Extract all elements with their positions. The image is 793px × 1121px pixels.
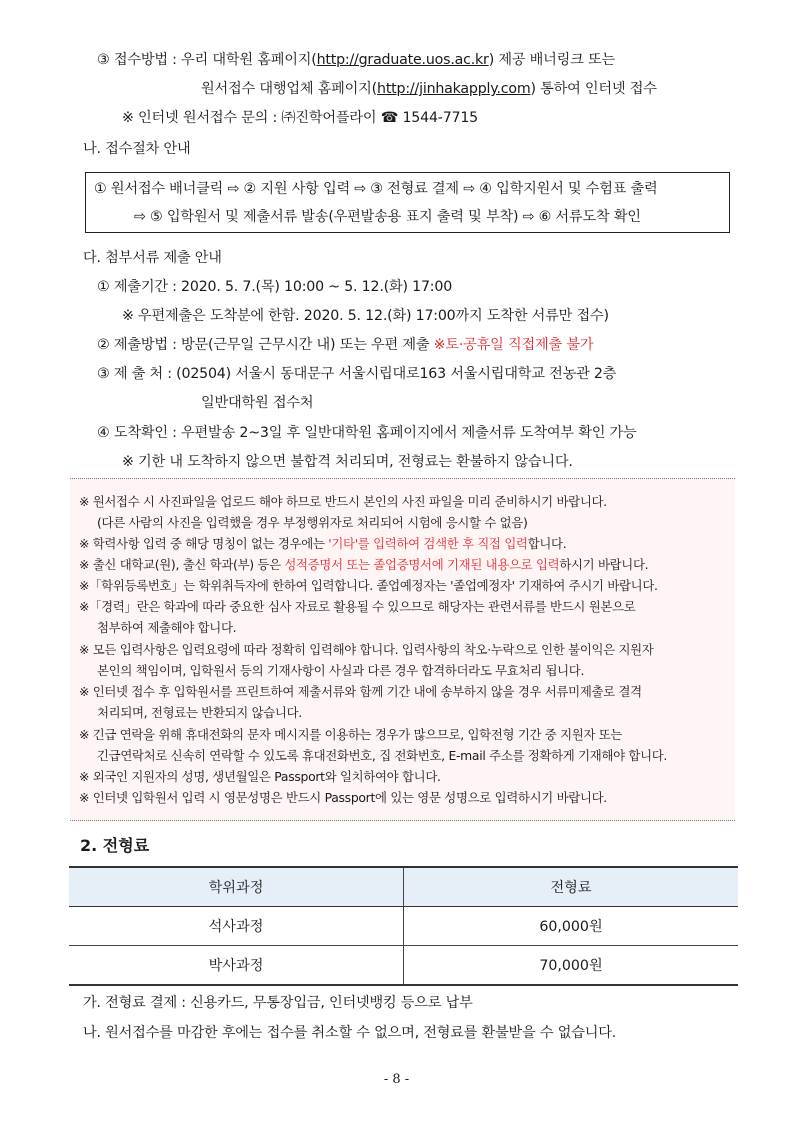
degree-cell: 박사과정 xyxy=(69,946,404,986)
fee-column-header: 전형료 xyxy=(404,867,739,907)
fee-table xyxy=(69,866,738,986)
fee-table-header xyxy=(69,867,738,907)
procedure-heading: 나. 접수절차 안내 xyxy=(83,141,191,157)
notice-degree-number: ※「학위등록번호」는 학위취득자에 한하여 입력합니다. 졸업예정자는 '졸업예정자' 기재하여 주시기 바랍니다. xyxy=(79,578,658,593)
notice-contact-sub: 긴급연락처로 신속히 연락할 수 있도록 휴대전화번호, 집 전화번호, E-mail 주소를 정확하게 기재해야 합니다. xyxy=(97,748,668,763)
graduate-homepage-link[interactable]: http://graduate.uos.ac.kr xyxy=(316,52,489,68)
fee-cell: 70,000원 xyxy=(404,946,739,986)
notice-accuracy-sub: 본인의 책임이며, 입학원서 등의 기재사항이 사실과 다른 경우 합격하더라도 무효처리 됩니다. xyxy=(97,663,585,678)
notice-foreigner: ※ 외국인 지원자의 성명, 생년월일은 Passport와 일치하여야 합니다. xyxy=(79,769,441,784)
arrival-confirm: ④ 도착확인 : 우편발송 2~3일 후 일반대학원 홈페이지에서 제출서류 도착여부 확인 가능 xyxy=(97,425,637,441)
submission-period-note: ※ 우편제출은 도착분에 한함. 2020. 5. 12.(화) 17:00까지 도착한 서류만 접수) xyxy=(122,308,609,324)
notice-contact: ※ 긴급 연락을 위해 휴대전화의 문자 메시지를 이용하는 경우가 많으므로, 입학전형 기간 중 지원자 또는 xyxy=(79,727,623,742)
application-method-line2: 원서접수 대행업체 홈페이지(http://jinhakapply.com) 통하여 인터넷 접수 xyxy=(201,81,657,97)
degree-column-header: 학위과정 xyxy=(69,867,404,907)
arrival-confirm-note: ※ 기한 내 도착하지 않으면 불합격 처리되며, 전형료는 환불하지 않습니다. xyxy=(122,454,573,470)
jinhakapply-link[interactable]: http://jinhakapply.com xyxy=(377,81,531,97)
notice-print-sub: 처리되며, 전형료는 반환되지 않습니다. xyxy=(97,705,302,720)
submission-period: ① 제출기간 : 2020. 5. 7.(목) 10:00 ~ 5. 12.(화) 17:00 xyxy=(97,279,453,295)
procedure-steps-line2: ⇨ ⑤ 입학원서 및 제출서류 발송(우편발송용 표지 출력 및 부착) ⇨ ⑥ 서류도착 확인 xyxy=(134,209,641,225)
holiday-warning: ※토·공휴일 직접제출 불가 xyxy=(433,337,594,353)
notice-career: ※「경력」란은 학과에 따라 중요한 심사 자료로 활용될 수 있으므로 해당자는 관련서류를 반드시 원본으로 xyxy=(79,599,636,614)
notice-english-name: ※ 인터넷 입학원서 입력 시 영문성명은 반드시 Passport에 있는 영문 성명으로 입력하시기 바랍니다. xyxy=(79,790,607,805)
submission-method: ② 제출방법 : 방문(근무일 근무시간 내) 또는 우편 제출 ※토·공휴일 직접제출 불가 xyxy=(97,337,594,353)
notice-accuracy: ※ 모든 입력사항은 입력요령에 따라 정확히 입력해야 합니다. 입력사항의 착오·누락으로 인한 불이익은 지원자 xyxy=(79,642,654,657)
submission-address-line2: 일반대학원 접수처 xyxy=(201,395,314,411)
notice-photo-sub: (다른 사람의 사진을 입력했을 경우 부정행위자로 처리되어 시험에 응시할 수 없음) xyxy=(97,515,528,530)
submission-address-line1: ③ 제 출 처 : (02504) 서울시 동대문구 서울시립대로163 서울시립대학교 전농관 2층 xyxy=(97,366,617,382)
inquiry-note: ※ 인터넷 원서접수 문의 : ㈜진학어플라이 ☎ 1544-7715 xyxy=(122,110,479,126)
page-number: - 8 - xyxy=(383,1072,410,1087)
notice-career-sub: 첨부하여 제출해야 합니다. xyxy=(97,620,237,635)
documents-heading: 다. 첨부서류 제출 안내 xyxy=(83,250,222,266)
notice-school: ※ 출신 대학교(원), 출신 학과(부) 등은 성적증명서 또는 졸업증명서에 기재된 내용으로 입력하시기 바랍니다. xyxy=(79,557,649,572)
notice-photo: ※ 원서접수 시 사진파일을 업로드 해야 하므로 반드시 본인의 사진 파일을 미리 준비하시기 바랍니다. xyxy=(79,494,607,509)
table-row xyxy=(69,907,738,946)
table-row xyxy=(69,946,738,986)
degree-cell: 석사과정 xyxy=(69,907,404,946)
fee-cell: 60,000원 xyxy=(404,907,739,946)
procedure-steps-line1: ① 원서접수 배너클릭 ⇨ ② 지원 사항 입력 ⇨ ③ 전형료 결제 ⇨ ④ 입학지원서 및 수험표 출력 xyxy=(94,181,658,197)
notice-print: ※ 인터넷 접수 후 입학원서를 프린트하여 제출서류와 함께 기간 내에 송부하지 않을 경우 서류미제출로 결격 xyxy=(79,684,642,699)
fee-payment-note: 가. 전형료 결제 : 신용카드, 무통장입금, 인터넷뱅킹 등으로 납부 xyxy=(83,995,473,1011)
fee-section-title: 2. 전형료 xyxy=(80,836,150,855)
application-method-line1: ③ 접수방법 : 우리 대학원 홈페이지(http://graduate.uos.ac.kr) 제공 배너링크 또는 xyxy=(97,52,615,68)
notice-box xyxy=(70,478,735,821)
procedure-box xyxy=(85,172,730,233)
fee-refund-note: 나. 원서접수를 마감한 후에는 접수를 취소할 수 없으며, 전형료를 환불받을 수 없습니다. xyxy=(83,1025,617,1041)
notice-education: ※ 학력사항 입력 중 해당 명칭이 없는 경우에는 '기타'를 입력하여 검색한 후 직접 입력합니다. xyxy=(79,536,567,551)
